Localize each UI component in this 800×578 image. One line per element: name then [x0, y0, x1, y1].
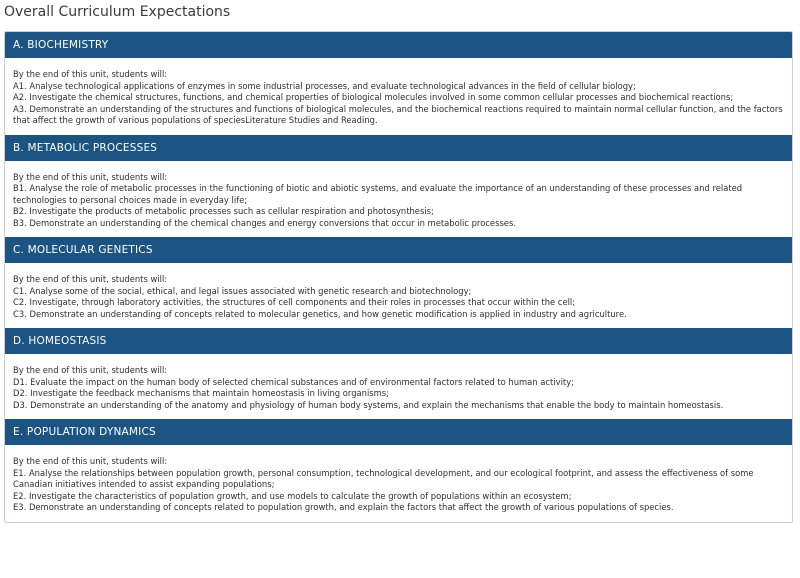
section-population-dynamics: [5, 419, 792, 522]
section-molecular-genetics: [5, 237, 792, 328]
expectation-item: A1. Analyse technological applications of enzymes in some industrial processes, and evaluate technological advances in the field of cellular biology;: [13, 80, 636, 91]
section-biochemistry: [5, 32, 792, 135]
expectation-item: C1. Analyse some of the social, ethical, and legal issues associated with genetic research and biotechnology;: [13, 285, 472, 296]
curriculum-sections: [4, 31, 793, 523]
section-heading: C. MOLECULAR GENETICS: [5, 237, 792, 263]
expectation-item: D2. Investigate the feedback mechanisms that maintain homeostasis in living organisms;: [13, 388, 389, 398]
expectation-item: E3. Demonstrate an understanding of concepts related to population growth, and explain the factors that affect the growth of various populations of species.: [13, 502, 674, 512]
section-heading: E. POPULATION DYNAMICS: [5, 419, 792, 445]
section-heading: D. HOMEOSTASIS: [5, 328, 792, 354]
expectation-item: C3. Demonstrate an understanding of concepts related to molecular genetics, and how genetic modification is applied in industry and agriculture.: [13, 308, 627, 319]
section-intro: By the end of this unit, students will:: [13, 365, 168, 375]
section-intro: By the end of this unit, students will:: [13, 69, 168, 79]
section-body: [5, 445, 792, 522]
section-intro: By the end of this unit, students will:: [13, 171, 168, 182]
expectation-item: B3. Demonstrate an understanding of the chemical changes and energy conversions that occur in metabolic processes.: [13, 217, 516, 228]
expectation-item: D1. Evaluate the impact on the human body of selected chemical substances and of environmental factors related to human activity;: [13, 376, 574, 387]
expectation-item: E2. Investigate the characteristics of population growth, and use models to calculate the growth of populations within an ecosystem;: [13, 490, 572, 501]
section-heading: B. METABOLIC PROCESSES: [5, 135, 792, 161]
section-body: [5, 58, 792, 135]
section-homeostasis: [5, 328, 792, 419]
section-body: [5, 263, 792, 328]
expectation-item: E1. Analyse the relationships between population growth, personal consumption, technological development, and our ecological footprint, and assess the effectiveness of some Canadian initiatives intended to assist expanding populations;: [13, 467, 754, 489]
section-heading: A. BIOCHEMISTRY: [5, 32, 792, 58]
expectation-item: C2. Investigate, through laboratory activities, the structures of cell components and their roles in processes that occur within the cell;: [13, 297, 576, 307]
section-intro: By the end of this unit, students will:: [13, 456, 168, 466]
expectation-item: D3. Demonstrate an understanding of the anatomy and physiology of human body systems, and explain the mechanisms that enable the body to maintain homeostasis.: [13, 399, 724, 410]
page-title: Overall Curriculum Expectations: [4, 4, 231, 20]
section-metabolic-processes: [5, 135, 792, 238]
expectation-item: A3. Demonstrate an understanding of the structures and functions of biological molecules, and the biochemical reactions required to maintain normal cellular function, and the factors that affect the growth of various populations of speciesLiterature Studies and Reading.: [13, 103, 783, 125]
section-intro: By the end of this unit, students will:: [13, 274, 168, 284]
expectation-item: A2. Investigate the chemical structures, functions, and chemical properties of biological molecules involved in some common cellular processes and biochemical reactions;: [13, 92, 734, 102]
section-body: [5, 354, 792, 419]
section-body: [5, 161, 792, 238]
expectation-item: B2. Investigate the products of metabolic processes such as cellular respiration and photosynthesis;: [13, 206, 434, 216]
expectation-item: B1. Analyse the role of metabolic processes in the functioning of biotic and abiotic systems, and evaluate the importance of an understanding of these processes and related technologies to personal choices made in everyday life;: [13, 183, 743, 205]
